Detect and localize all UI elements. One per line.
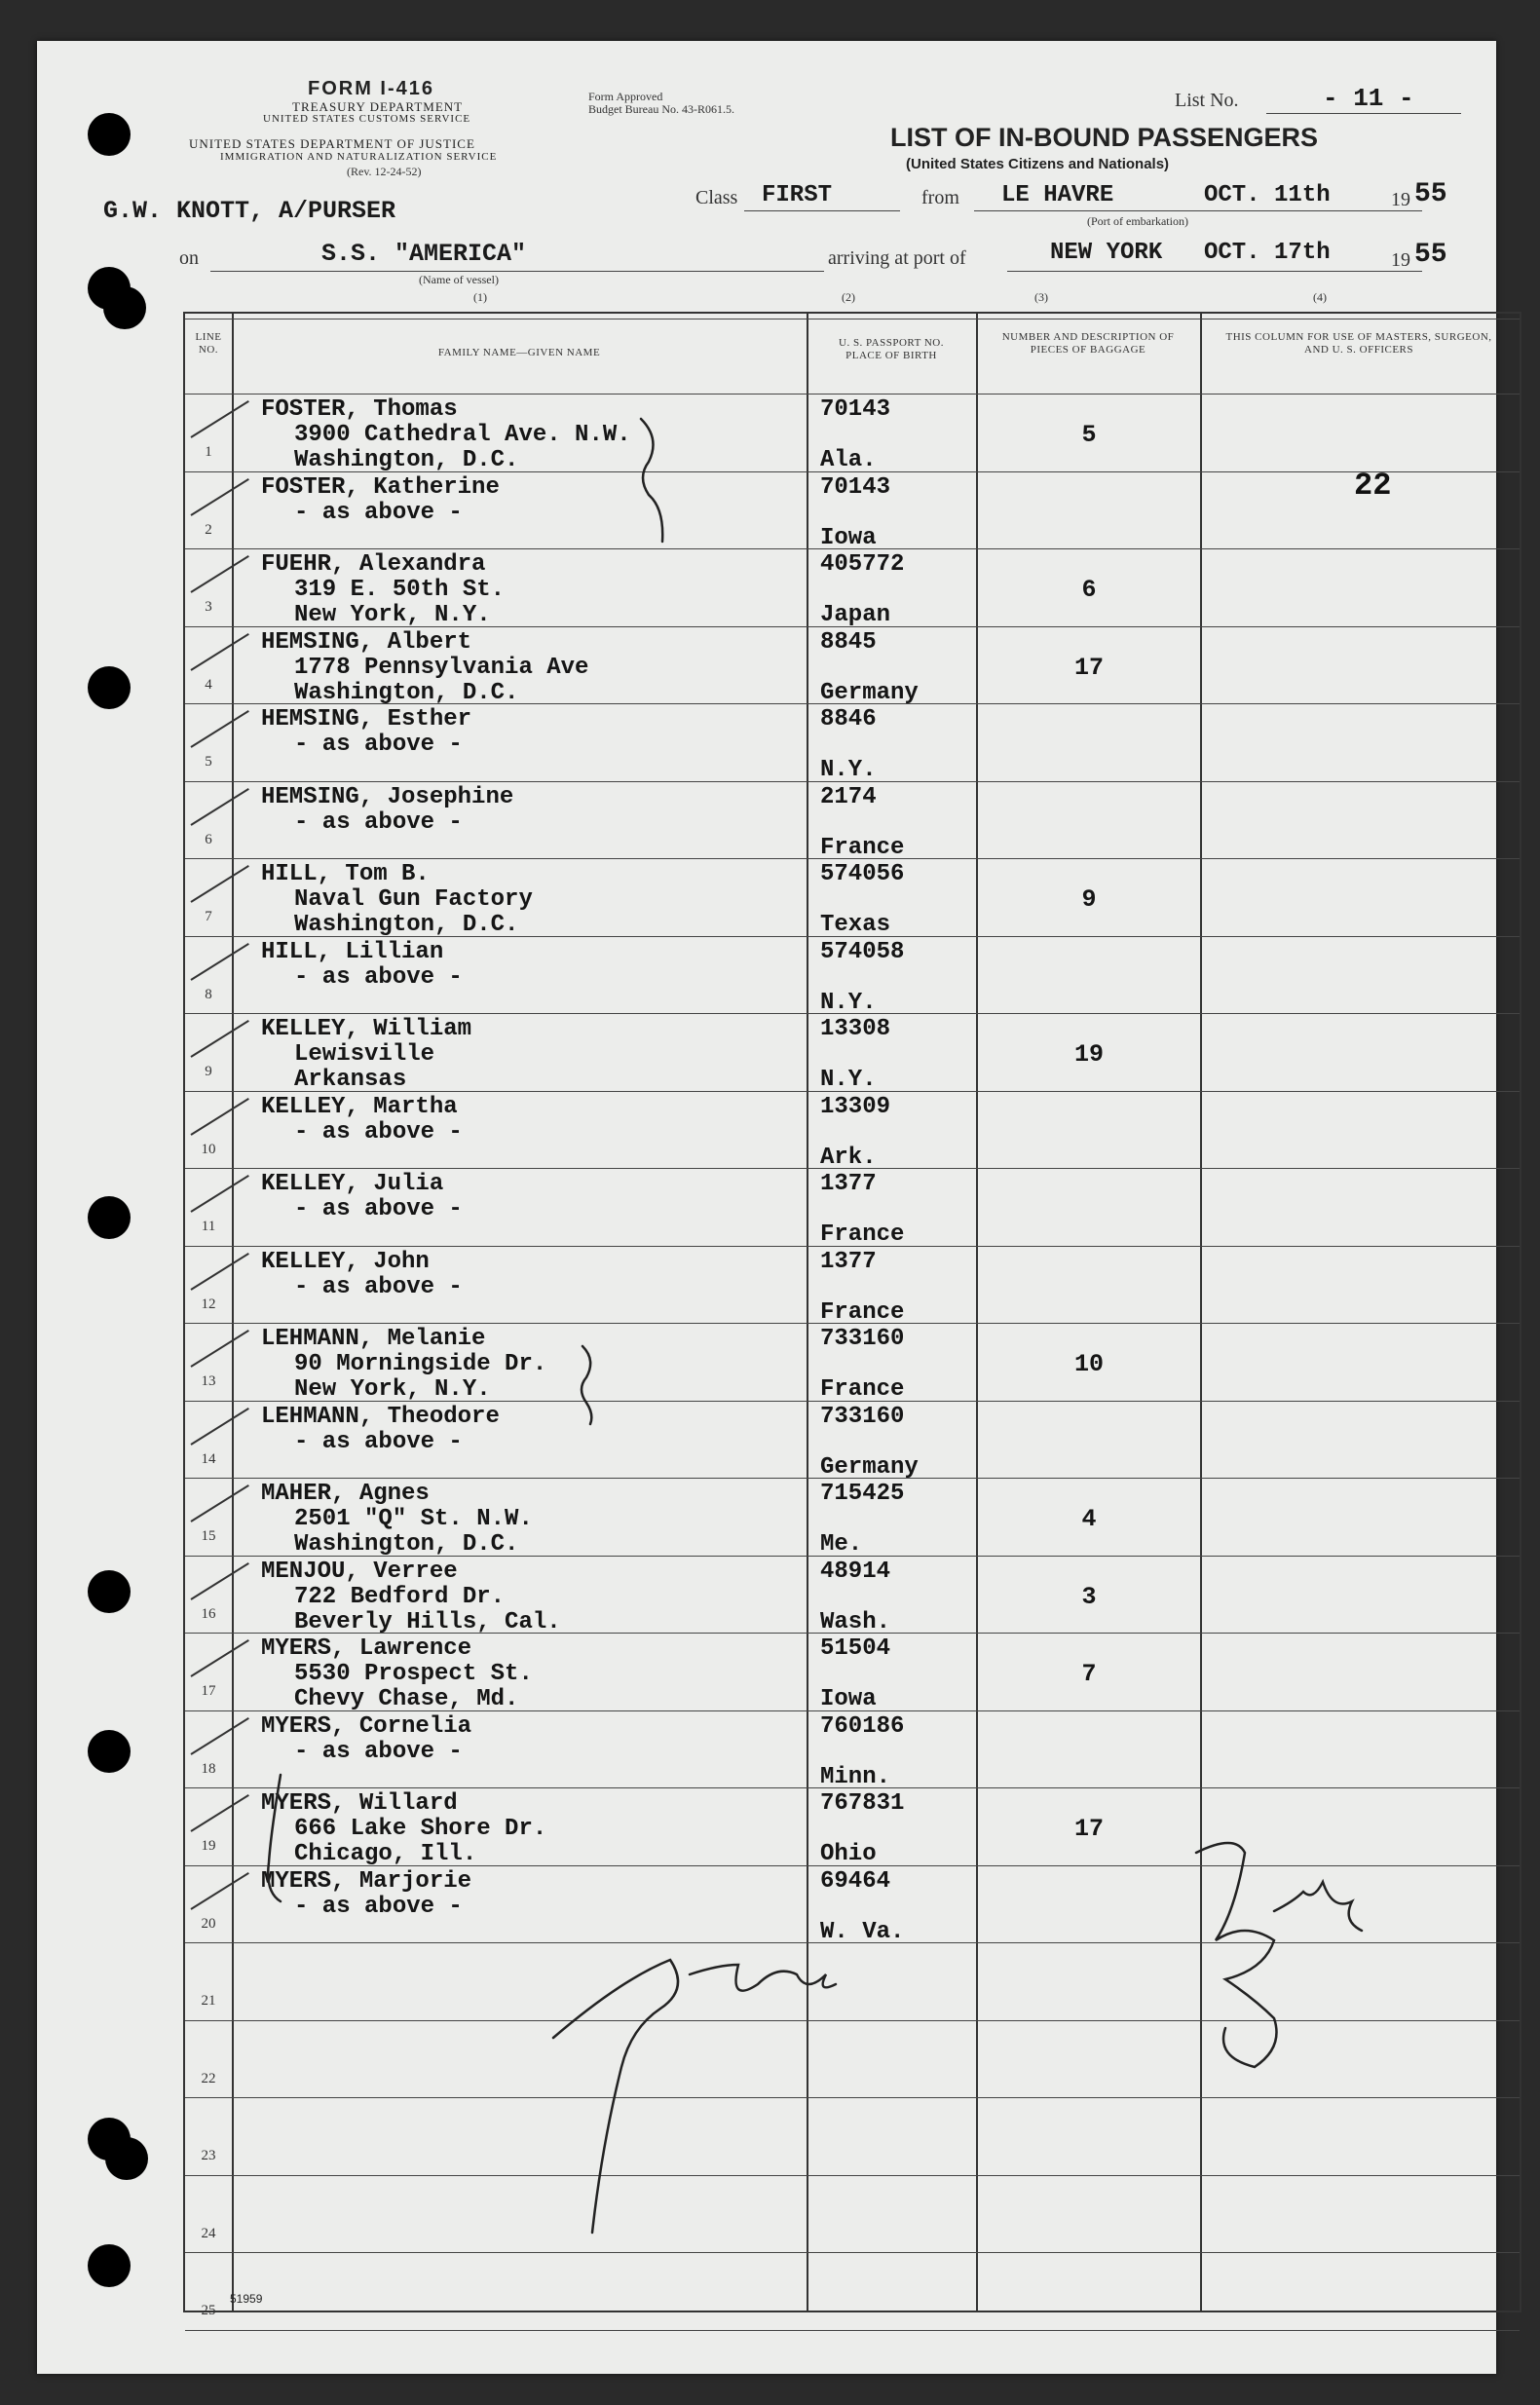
doj-label: UNITED STATES DEPARTMENT OF JUSTICE — [189, 136, 475, 151]
col-num-2: (2) — [842, 290, 855, 304]
line-number: 7 — [205, 909, 212, 924]
passenger-address-line: - as above - — [294, 732, 463, 758]
place-of-birth: Iowa — [820, 524, 877, 551]
line-number: 19 — [201, 1838, 216, 1854]
passenger-address-line: Arkansas — [294, 1067, 407, 1093]
place-of-birth: N.Y. — [820, 989, 877, 1016]
line-number: 14 — [201, 1450, 216, 1467]
class-line — [744, 210, 900, 211]
passenger-address-line: - as above - — [294, 1118, 463, 1146]
passenger-name: HILL, Tom B. — [261, 861, 430, 887]
place-of-birth: Wash. — [820, 1608, 891, 1635]
line-number: 12 — [201, 1296, 216, 1312]
passport-number: 760186 — [820, 1712, 905, 1740]
check-tick — [190, 943, 248, 981]
baggage-count: 7 — [1081, 1660, 1097, 1688]
passenger-address-line: 666 Lake Shore Dr. — [294, 1816, 547, 1842]
line-number: 8 — [205, 986, 212, 1002]
passenger-address-line: - as above - — [294, 1428, 463, 1455]
punch-hole — [88, 1570, 131, 1613]
form-approved: Form Approved — [588, 90, 663, 103]
baggage-count: 19 — [1073, 1040, 1104, 1069]
from-label: from — [921, 187, 959, 208]
passenger-address-line: 1778 Pennsylvania Ave — [294, 654, 589, 681]
line-number: 9 — [205, 1064, 212, 1079]
line-number: 23 — [201, 2148, 216, 2163]
place-of-birth: Japan — [820, 602, 891, 628]
line-number: 3 — [205, 599, 212, 615]
passenger-address-line: Chicago, Ill. — [294, 1841, 477, 1867]
baggage-count: 6 — [1081, 576, 1097, 604]
embark-caption: (Port of embarkation) — [1087, 214, 1188, 228]
passenger-name: KELLEY, Julia — [261, 1171, 444, 1197]
list-number: - 11 - — [1323, 84, 1414, 113]
check-tick — [190, 478, 248, 516]
vessel-line — [210, 271, 824, 272]
passport-number: 767831 — [820, 1790, 905, 1817]
passenger-address-line: 2501 "Q" St. N.W. — [294, 1506, 533, 1532]
class-label: Class — [695, 187, 738, 208]
passenger-name: HILL, Lillian — [261, 938, 444, 965]
passport-number: 733160 — [820, 1326, 905, 1352]
check-tick — [190, 1330, 248, 1368]
place-of-birth: France — [820, 1298, 905, 1326]
col-officers: THIS COLUMN FOR USE OF MASTERS, SURGEON, AND U. S. OFFICERS — [1225, 331, 1492, 356]
place-of-birth: Ark. — [820, 1144, 877, 1171]
place-of-birth: Germany — [820, 1453, 919, 1481]
passport-number: 574058 — [820, 938, 905, 965]
punch-hole — [88, 1730, 131, 1773]
col-baggage: NUMBER AND DESCRIPTION OF PIECES OF BAGGAGE — [1001, 331, 1175, 356]
col-family-name: FAMILY NAME—GIVEN NAME — [437, 347, 601, 358]
line-number: 15 — [201, 1528, 216, 1544]
check-tick — [190, 555, 248, 593]
passport-number: 8846 — [820, 706, 877, 733]
line-number: 5 — [205, 754, 212, 770]
passenger-address-line: Washington, D.C. — [294, 679, 519, 706]
passenger-name: KELLEY, William — [261, 1016, 472, 1042]
check-tick — [190, 1253, 248, 1291]
place-of-birth: Ala. — [820, 447, 877, 473]
passenger-address-line: - as above - — [294, 499, 463, 526]
punch-hole — [103, 286, 146, 329]
passenger-name: MYERS, Willard — [261, 1790, 458, 1817]
ins-label: IMMIGRATION AND NATURALIZATION SERVICE — [220, 151, 498, 163]
place-of-birth: France — [820, 1221, 905, 1248]
place-of-birth: W. Va. — [820, 1918, 905, 1945]
place-of-birth: N.Y. — [820, 1067, 877, 1093]
passenger-name: MYERS, Lawrence — [261, 1635, 472, 1662]
line-number: 24 — [201, 2225, 216, 2241]
check-tick — [190, 710, 248, 748]
line-number: 16 — [201, 1605, 216, 1622]
passenger-name: MAHER, Agnes — [261, 1481, 430, 1507]
passport-number: 405772 — [820, 551, 905, 578]
passport-number: 48914 — [820, 1558, 891, 1585]
passport-number: 70143 — [820, 473, 891, 501]
check-tick — [190, 400, 248, 438]
check-tick — [190, 1408, 248, 1446]
col-num-3: (3) — [1034, 290, 1048, 304]
arrival-port: NEW YORK — [1050, 240, 1163, 266]
passport-number: 574056 — [820, 861, 905, 887]
passenger-address-line: - as above - — [294, 1196, 463, 1222]
form-number: FORM I-416 — [308, 78, 435, 99]
passenger-address-line: - as above - — [294, 1738, 463, 1765]
passport-number: 733160 — [820, 1403, 905, 1430]
passenger-address-line: 3900 Cathedral Ave. N.W. — [294, 422, 631, 448]
row-rule — [185, 2020, 1520, 2021]
place-of-birth: Minn. — [820, 1763, 891, 1790]
baggage-count: 4 — [1081, 1505, 1097, 1533]
place-of-birth: Texas — [820, 912, 891, 938]
on-label: on — [179, 247, 199, 269]
punch-hole — [88, 113, 131, 156]
passenger-name: LEHMANN, Theodore — [261, 1403, 500, 1430]
baggage-count: 9 — [1081, 885, 1097, 914]
col-line-no: LINE NO. — [195, 331, 222, 356]
baggage-count: 3 — [1081, 1582, 1097, 1611]
passenger-name: FUEHR, Alexandra — [261, 551, 486, 578]
embark-port: LE HAVRE — [1001, 182, 1114, 208]
check-tick — [190, 1098, 248, 1136]
baggage-count: 5 — [1081, 421, 1097, 449]
arrival-year: 55 — [1414, 240, 1447, 270]
passenger-address-line: New York, N.Y. — [294, 1376, 491, 1403]
line-number: 25 — [201, 2303, 216, 2318]
punch-hole — [88, 666, 131, 709]
passenger-name: FOSTER, Thomas — [261, 396, 458, 423]
passport-number: 2174 — [820, 783, 877, 810]
passport-number: 1377 — [820, 1171, 877, 1197]
check-tick — [190, 1794, 248, 1832]
passenger-name: HEMSING, Esther — [261, 706, 472, 733]
passport-number: 1377 — [820, 1248, 877, 1275]
passenger-name: HEMSING, Albert — [261, 628, 472, 656]
passenger-address-line: Washington, D.C. — [294, 447, 519, 473]
line-number: 18 — [201, 1760, 216, 1777]
passenger-address-line: Lewisville — [294, 1041, 435, 1068]
line-number: 21 — [201, 1993, 216, 2009]
line-number: 10 — [201, 1141, 216, 1157]
embark-date: OCT. 11th — [1204, 182, 1331, 208]
passenger-address-line: - as above - — [294, 963, 463, 991]
check-tick — [190, 633, 248, 671]
place-of-birth: Me. — [820, 1531, 863, 1558]
line-number: 11 — [201, 1219, 216, 1234]
passenger-address-line: Naval Gun Factory — [294, 886, 533, 913]
passenger-address-line: Chevy Chase, Md. — [294, 1686, 519, 1712]
line-number: 4 — [205, 676, 212, 693]
passenger-address-line: 722 Bedford Dr. — [294, 1583, 506, 1610]
embark-year-prefix: 19 — [1391, 189, 1410, 210]
list-no-label: List No. — [1175, 90, 1239, 111]
passenger-address-line: - as above - — [294, 1893, 463, 1920]
check-tick — [190, 865, 248, 903]
customs-service: UNITED STATES CUSTOMS SERVICE — [263, 113, 471, 125]
line-number: 22 — [201, 2070, 216, 2086]
page-title: LIST OF IN-BOUND PASSENGERS — [890, 123, 1319, 152]
place-of-birth: Ohio — [820, 1841, 877, 1867]
place-of-birth: Germany — [820, 679, 919, 706]
from-line — [974, 210, 1422, 211]
passenger-address-line: 5530 Prospect St. — [294, 1661, 533, 1687]
check-tick — [190, 1175, 248, 1213]
purser-name: G.W. KNOTT, A/PURSER — [103, 197, 396, 225]
place-of-birth: Iowa — [820, 1686, 877, 1712]
passport-number: 13308 — [820, 1016, 891, 1042]
passenger-address-line: - as above - — [294, 808, 463, 836]
passport-number: 70143 — [820, 396, 891, 423]
line-number: 20 — [201, 1915, 216, 1932]
punch-hole — [88, 1196, 131, 1239]
place-of-birth: France — [820, 834, 905, 861]
passenger-address-line: - as above - — [294, 1273, 463, 1300]
passport-number: 8845 — [820, 628, 877, 656]
check-tick — [190, 1639, 248, 1677]
arrival-line — [1007, 271, 1422, 272]
passenger-address-line: 319 E. 50th St. — [294, 577, 506, 603]
vessel-name: S.S. "AMERICA" — [321, 240, 527, 268]
vessel-caption: (Name of vessel) — [419, 273, 499, 286]
baggage-count: 17 — [1073, 653, 1104, 682]
arrival-year-prefix: 19 — [1391, 249, 1410, 271]
manifest-sheet — [37, 41, 1496, 2374]
footer-code: 51959 — [230, 2292, 263, 2306]
row-rule — [185, 2252, 1520, 2253]
check-tick — [190, 1020, 248, 1058]
passenger-name: KELLEY, Martha — [261, 1093, 458, 1120]
page-subtitle: (United States Citizens and Nationals) — [906, 156, 1170, 172]
line-number: 13 — [201, 1373, 216, 1389]
budget-bureau: Budget Bureau No. 43-R061.5. — [588, 102, 734, 116]
place-of-birth: France — [820, 1376, 905, 1403]
check-tick — [190, 788, 248, 826]
passenger-address-line: Washington, D.C. — [294, 912, 519, 938]
passenger-table — [183, 312, 1521, 2318]
punch-hole — [88, 2244, 131, 2287]
embark-year: 55 — [1414, 179, 1447, 209]
check-tick — [190, 1872, 248, 1910]
line-number: 6 — [205, 831, 212, 847]
check-tick — [190, 1717, 248, 1755]
line-number: 2 — [205, 521, 212, 538]
passenger-address-line: New York, N.Y. — [294, 602, 491, 628]
passport-number: 13309 — [820, 1093, 891, 1120]
check-tick — [190, 1562, 248, 1600]
passport-number: 69464 — [820, 1867, 891, 1895]
col-num-1: (1) — [473, 290, 487, 304]
row-rule — [185, 2097, 1520, 2098]
passenger-address-line: Washington, D.C. — [294, 1531, 519, 1558]
passenger-address-line: 90 Morningside Dr. — [294, 1351, 547, 1377]
passenger-name: MYERS, Cornelia — [261, 1712, 472, 1740]
list-no-line — [1266, 113, 1461, 114]
passenger-name: FOSTER, Katherine — [261, 473, 500, 501]
class-value: FIRST — [762, 182, 833, 208]
passenger-name: HEMSING, Josephine — [261, 783, 514, 810]
passenger-name: MENJOU, Verree — [261, 1558, 458, 1585]
line-number: 1 — [205, 444, 212, 460]
check-tick — [190, 1484, 248, 1522]
passport-number: 715425 — [820, 1481, 905, 1507]
baggage-count: 17 — [1073, 1815, 1104, 1843]
passenger-name: KELLEY, John — [261, 1248, 430, 1275]
line-number: 17 — [201, 1683, 216, 1699]
passenger-address-line: Beverly Hills, Cal. — [294, 1608, 561, 1635]
officer-count: 22 — [1354, 468, 1392, 504]
revision-date: (Rev. 12-24-52) — [347, 165, 422, 178]
row-rule — [185, 2175, 1520, 2176]
arriving-label: arriving at port of — [828, 247, 966, 269]
baggage-count: 10 — [1073, 1350, 1104, 1378]
punch-hole — [105, 2137, 148, 2180]
col-num-4: (4) — [1313, 290, 1327, 304]
arrival-date: OCT. 17th — [1204, 240, 1331, 266]
passenger-name: MYERS, Marjorie — [261, 1867, 472, 1895]
row-rule — [185, 2330, 1520, 2331]
passport-number: 51504 — [820, 1635, 891, 1662]
place-of-birth: N.Y. — [820, 757, 877, 783]
treasury-dept: TREASURY DEPARTMENT — [292, 99, 464, 114]
col-passport: U. S. PASSPORT NO. PLACE OF BIRTH — [839, 337, 944, 361]
passenger-name: LEHMANN, Melanie — [261, 1326, 486, 1352]
